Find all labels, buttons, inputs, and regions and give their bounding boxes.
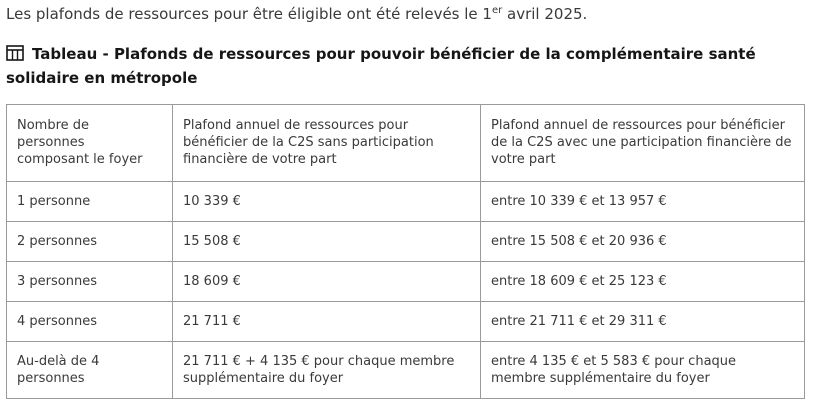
cell-household-size: 2 personnes [7, 222, 173, 262]
intro-text: Les plafonds de ressources pour être éligible ont été relevés le 1 [6, 5, 492, 23]
cell-ceiling-without: 21 711 € [173, 302, 481, 342]
cell-household-size: Au-delà de 4 personnes [7, 342, 173, 399]
intro-text-end: avril 2025. [502, 5, 588, 23]
cell-ceiling-with: entre 15 508 € et 20 936 € [481, 222, 805, 262]
header-household-size: Nombre de personnes composant le foyer [7, 105, 173, 182]
header-ceiling-without-participation: Plafond annuel de ressources pour bénéficier de la C2S sans participation financière de votre part [173, 105, 481, 182]
cell-ceiling-without: 18 609 € [173, 262, 481, 302]
table-row [7, 182, 805, 222]
table-caption [6, 42, 806, 90]
table-row [7, 262, 805, 302]
table-header-row [7, 105, 805, 182]
intro-superscript: er [491, 5, 503, 16]
cell-ceiling-without: 15 508 € [173, 222, 481, 262]
income-ceiling-table [6, 104, 805, 399]
header-ceiling-with-participation: Plafond annuel de ressources pour bénéficier de la C2S avec une participation financière de votre part [481, 105, 805, 182]
cell-ceiling-without: 21 711 € + 4 135 € pour chaque membre supplémentaire du foyer [173, 342, 481, 399]
cell-household-size: 4 personnes [7, 302, 173, 342]
cell-ceiling-with: entre 18 609 € et 25 123 € [481, 262, 805, 302]
cell-household-size: 3 personnes [7, 262, 173, 302]
cell-ceiling-without: 10 339 € [173, 182, 481, 222]
table-row [7, 222, 805, 262]
cell-ceiling-with: entre 10 339 € et 13 957 € [481, 182, 805, 222]
cell-ceiling-with: entre 21 711 € et 29 311 € [481, 302, 805, 342]
cell-household-size: 1 personne [7, 182, 173, 222]
intro-paragraph [6, 4, 587, 24]
table-row [7, 302, 805, 342]
table-icon [6, 45, 24, 61]
caption-title: Tableau - Plafonds de ressources pour pouvoir bénéficier de la complémentaire santé solidaire en métropole [6, 45, 756, 87]
cell-ceiling-with: entre 4 135 € et 5 583 € pour chaque membre supplémentaire du foyer [481, 342, 805, 399]
table-row [7, 342, 805, 399]
